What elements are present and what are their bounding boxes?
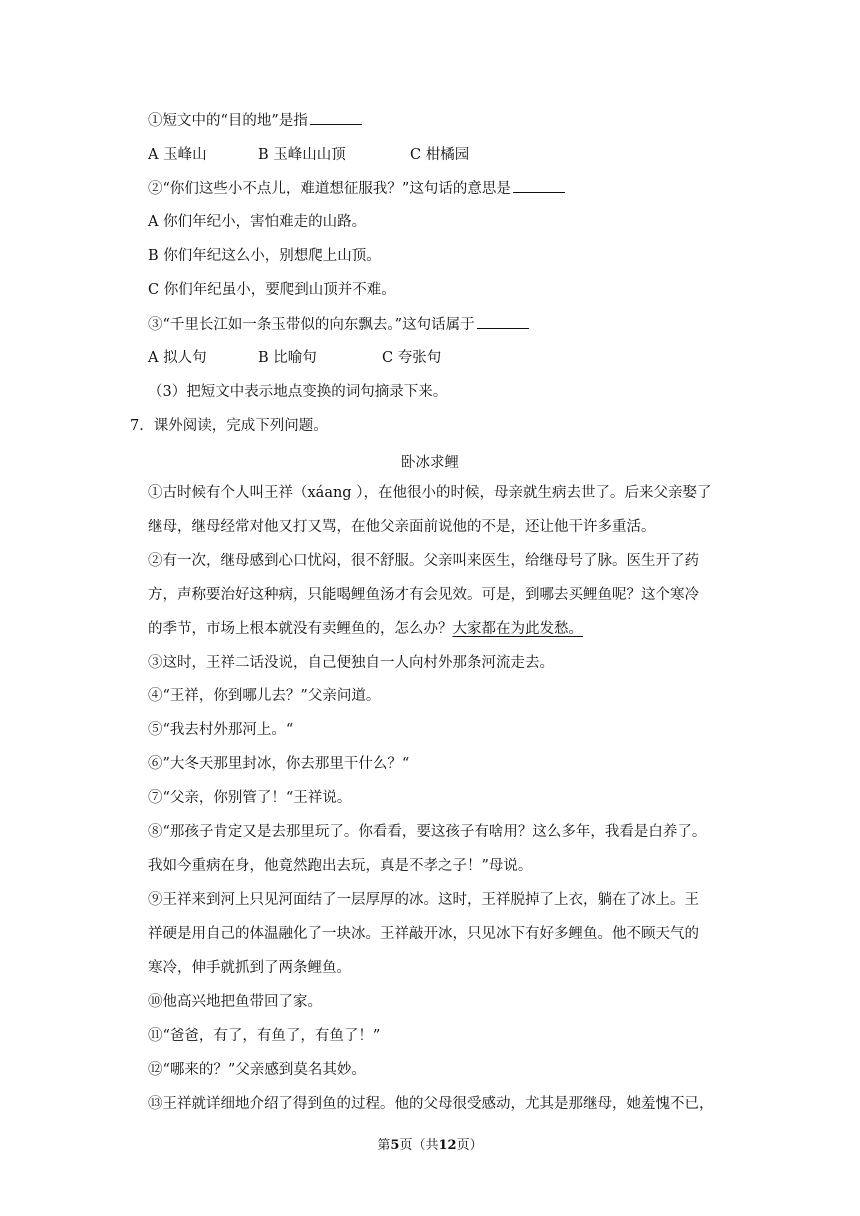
option-c: C 柑橘园 <box>410 147 470 163</box>
q6-sub2-text: ②“你们这些小不点儿，难道想征服我？”这句话的意思是 <box>148 181 511 197</box>
q6-sub2-question <box>148 178 565 199</box>
paragraph-6: ⑥”大冬天那里封冰，你去那里干什么？“ <box>148 756 410 772</box>
option-c: C 夸张句 <box>382 350 442 366</box>
footer-prefix: 第 <box>377 1138 391 1153</box>
paragraph-9-line-2: 祥硬是用自己的体温融化了一块冰。王祥敲开冰，只见冰下有好多鲤鱼。他不顾天气的 <box>148 926 699 942</box>
page-footer <box>0 1134 860 1153</box>
q7-heading: 7．课外阅读，完成下列问题。 <box>130 418 328 434</box>
paragraph-8-line-1: ⑧“那孩子肯定又是去那里玩了。你看看，要这孩子有啥用？这么多年，我看是白养了。 <box>148 824 707 840</box>
q6-sub1-question <box>148 110 362 131</box>
paragraph-3: ③这时，王祥二话没说，自己便独自一人向村外那条河流走去。 <box>148 655 554 671</box>
paragraph-1-line-2: 继母，继母经常对他又打又骂，在他父亲面前说他的不是，还让他干许多重活。 <box>148 519 656 535</box>
q6-sub3-text: ③“千里长江如一条玉带似的向东飘去。”这句话属于 <box>148 317 475 333</box>
paragraph-4: ④“王祥，你到哪儿去？”父亲问道。 <box>148 688 381 704</box>
paragraph-11: ⑪“爸爸，有了，有鱼了，有鱼了！” <box>148 1028 381 1044</box>
paragraph-9-line-1: ⑨王祥来到河上只见河面结了一层厚厚的冰。这时，王祥脱掉了上衣，躺在了冰上。王 <box>148 892 699 908</box>
paragraph-5: ⑤“我去村外那河上。“ <box>148 722 294 738</box>
footer-mid: 页（共 <box>399 1138 439 1153</box>
q6-sub1-options <box>148 145 469 165</box>
option-a: A 拟人句 <box>148 350 207 366</box>
q6-sub2-option-a: A 你们年纪小，害怕难走的山路。 <box>148 214 367 230</box>
paragraph-1-line-1: ①古时候有个人叫王祥（xáang ），在他很小的时候，母亲就生病去世了。后来父亲娶了 <box>148 485 712 501</box>
passage-title: 卧冰求鲤 <box>401 455 459 471</box>
paragraph-9-line-3: 寒冷，伸手就抓到了两条鲤鱼。 <box>148 960 351 976</box>
underlined-sentence: 大家都在为此发愁。 <box>452 621 583 637</box>
q6-sub3-options <box>148 348 441 368</box>
option-b: B 玉峰山山顶 <box>258 147 346 163</box>
paragraph-2-line-1: ②有一次，继母感到心口忧闷，很不舒服。父亲叫来医生，给继母号了脉。医生开了药 <box>148 553 699 569</box>
paragraph-2-text: 的季节，市场上根本就没有卖鲤鱼的，怎么办？ <box>148 621 453 637</box>
answer-blank <box>310 110 362 125</box>
option-a: A 玉峰山 <box>148 147 207 163</box>
footer-suffix: 页） <box>456 1138 483 1153</box>
paragraph-12: ⑫“哪来的？”父亲感到莫名其妙。 <box>148 1062 366 1078</box>
answer-blank <box>477 314 529 329</box>
q6-sub2-option-c: C 你们年纪虽小，要爬到山顶并不难。 <box>148 282 396 298</box>
page-number: 5 <box>390 1138 400 1153</box>
paragraph-10: ⑩他高兴地把鱼带回了家。 <box>148 994 322 1010</box>
q6-sub2-option-b: B 你们年纪这么小，别想爬上山顶。 <box>148 248 381 264</box>
q6-part3: （3）把短文中表示地点变换的词句摘录下来。 <box>148 384 448 400</box>
paragraph-13: ⑬王祥就详细地介绍了得到鱼的过程。他的父母很受感动，尤其是那继母，她羞愧不已， <box>148 1096 714 1112</box>
paragraph-2-line-3 <box>148 619 583 639</box>
total-pages: 12 <box>438 1138 457 1153</box>
answer-blank <box>513 178 565 193</box>
q6-sub3-question <box>148 314 529 335</box>
paragraph-7: ⑦“父亲，你别管了！“王祥说。 <box>148 790 352 806</box>
paragraph-8-line-2: 我如今重病在身，他竟然跑出去玩，真是不孝之子！”母说。 <box>148 858 533 874</box>
paragraph-2-line-2: 方，声称要治好这种病，只能喝鲤鱼汤才有会见效。可是，到哪去买鲤鱼呢？这个寒冷 <box>148 587 699 603</box>
q6-sub1-text: ①短文中的“目的地”是指 <box>148 113 308 129</box>
option-b: B 比喻句 <box>258 350 317 366</box>
